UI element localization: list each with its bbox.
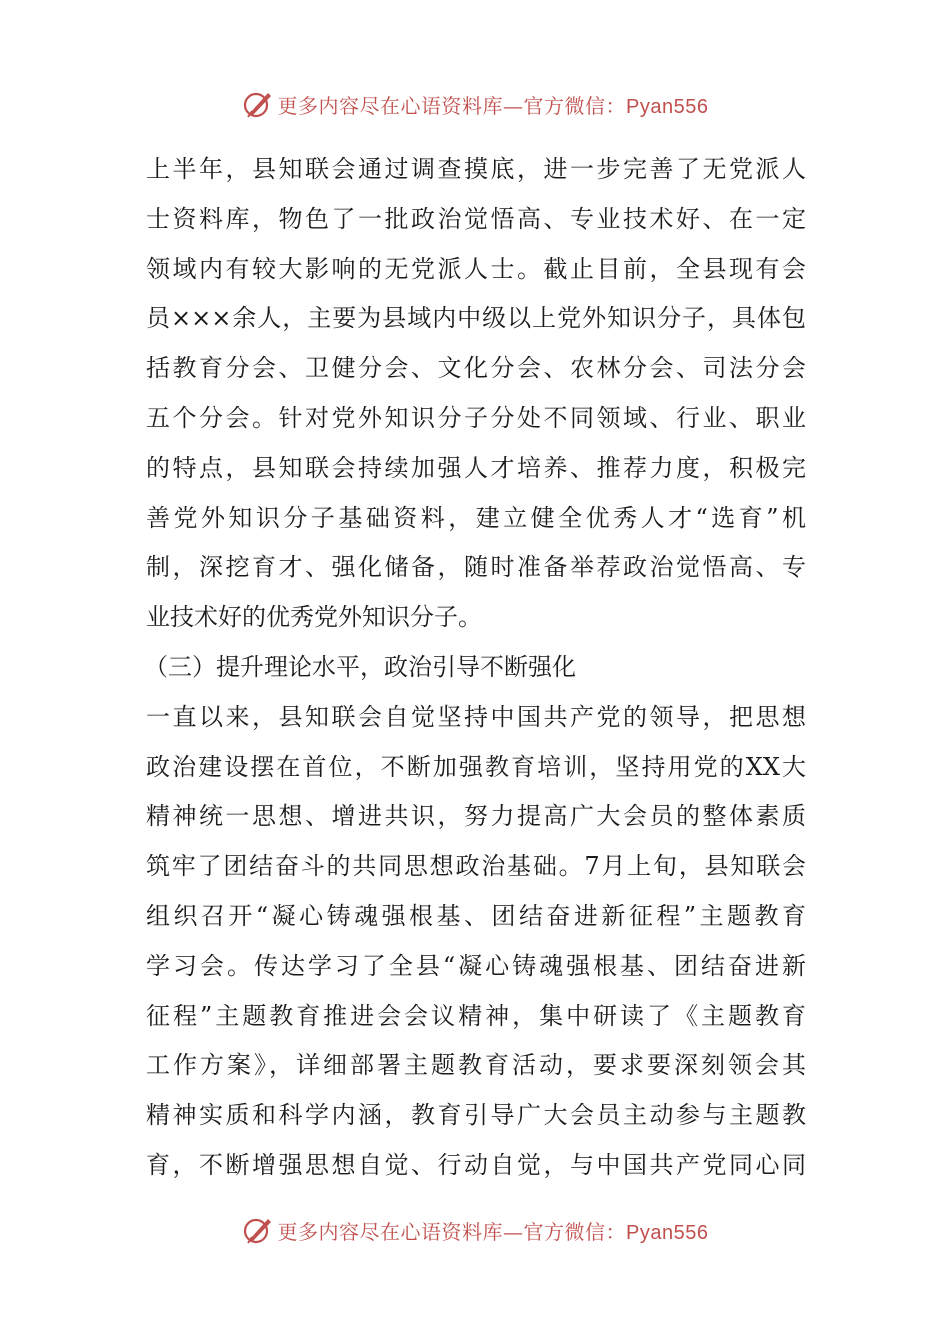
quill-logo-icon: [242, 1214, 274, 1246]
footer-banner: [0, 1210, 950, 1250]
text-line: 业技术好的优秀党外知识分子。: [146, 603, 482, 632]
text-line: 括教育分会、卫健分会、文化分会、农林分会、司法分会: [146, 354, 806, 383]
text-line: 一直以来，县知联会自觉坚持中国共产党的领导，把思想: [146, 702, 806, 731]
text-line: 学习会。传达学习了全县“凝心铸魂强根基、团结奋进新: [146, 951, 806, 980]
text-line: 政治建设摆在首位，不断加强教育培训，坚持用党的XX大: [146, 752, 806, 781]
text-line: 组织召开“凝心铸魂强根基、团结奋进新征程”主题教育: [146, 901, 806, 930]
text-line: 上半年，县知联会通过调查摸底，进一步完善了无党派人: [146, 155, 806, 183]
text-line: 善党外知识分子基础资料，建立健全优秀人才“选育”机: [146, 503, 806, 532]
text-line: 筑牢了团结奋斗的共同思想政治基础。7月上旬，县知联会: [146, 852, 806, 881]
text-line: 征程”主题教育推进会会议精神，集中研读了《主题教育: [146, 1001, 806, 1030]
header-banner: [0, 84, 950, 124]
text-line: 员×××余人，主要为县域内中级以上党外知识分子，具体包: [146, 304, 806, 333]
text-line: 制，深挖育才、强化储备，随时准备举荐政治觉悟高、专: [146, 553, 806, 582]
banner-text: 更多内容尽在心语资料库—官方微信：Pyan556: [277, 93, 709, 118]
text-line: 精神统一思想、增进共识，努力提高广大会员的整体素质: [146, 802, 806, 831]
section-heading: （三）提升理论水平，政治引导不断强化: [144, 652, 576, 681]
text-line: 育，不断增强思想自觉、行动自觉，与中国共产党同心同: [146, 1150, 806, 1179]
wechat-id: Pyan556: [626, 95, 709, 118]
wechat-id: Pyan556: [626, 1221, 709, 1244]
text-line: 五个分会。针对党外知识分子分处不同领域、行业、职业: [146, 403, 806, 432]
text-line: 工作方案》，详细部署主题教育活动，要求要深刻领会其: [146, 1051, 806, 1080]
banner-text: 更多内容尽在心语资料库—官方微信：Pyan556: [277, 1219, 709, 1244]
text-line: 士资料库，物色了一批政治觉悟高、专业技术好、在一定: [146, 204, 806, 233]
quill-logo-icon: [242, 88, 274, 120]
document-body: [146, 145, 806, 1191]
text-line: 的特点，县知联会持续加强人才培养、推荐力度，积极完: [146, 453, 806, 482]
text-line: 精神实质和科学内涵，教育引导广大会员主动参与主题教: [146, 1101, 806, 1130]
text-line: 领域内有较大影响的无党派人士。截止目前，全县现有会: [146, 254, 806, 283]
